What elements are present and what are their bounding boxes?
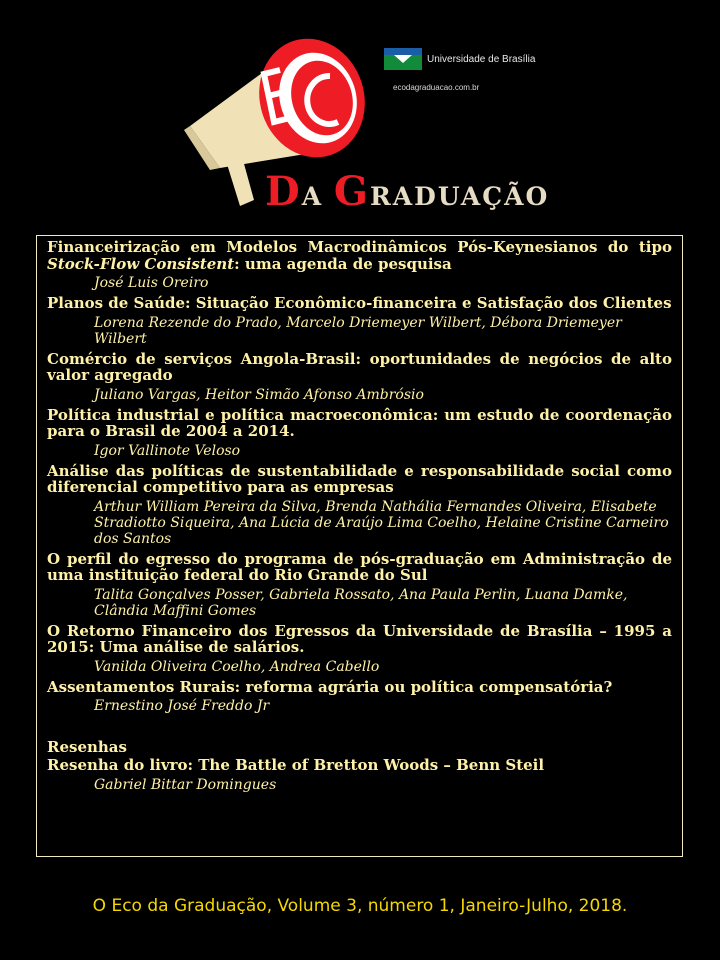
logo-letter-g: G xyxy=(333,168,370,215)
article-authors: Igor Vallinote Veloso xyxy=(94,442,241,459)
article-entry xyxy=(47,623,672,675)
website-url: ecodagraduacao.com.br xyxy=(393,83,480,92)
journal-logo xyxy=(180,30,550,215)
article-title[interactable] xyxy=(47,239,672,272)
table-of-contents xyxy=(36,235,683,857)
review-title[interactable]: Resenha do livro: The Battle of Bretton Woods – Benn Steil xyxy=(47,756,545,774)
article-entry xyxy=(47,407,672,459)
article-authors: Vanilda Oliveira Coelho, Andrea Cabello xyxy=(94,658,380,675)
article-authors: Juliano Vargas, Heitor Simão Afonso Ambrósio xyxy=(94,386,424,403)
article-title-part: : uma agenda de pesquisa xyxy=(234,254,452,273)
article-entry xyxy=(47,295,672,347)
reviews-heading: Resenhas xyxy=(47,738,127,756)
article-entry xyxy=(47,463,672,547)
section-spacer xyxy=(47,718,672,737)
article-title[interactable]: O Retorno Financeiro dos Egressos da Universidade de Brasília – 1995 a 2015: Uma análise de salários. xyxy=(47,621,672,656)
article-title[interactable]: Assentamentos Rurais: reforma agrária ou política compensatória? xyxy=(47,677,613,696)
logo-letter-d: D xyxy=(265,168,302,215)
university-name: Universidade de Brasília xyxy=(427,53,536,65)
logo-letters-raduacao: RADUAÇÃO xyxy=(369,182,550,211)
article-entry xyxy=(47,351,672,403)
article-entry xyxy=(47,551,672,619)
article-title[interactable]: Análise das políticas de sustentabilidade e responsabilidade social como diferencial competitivo para as empresas xyxy=(47,461,672,496)
article-entry xyxy=(47,239,672,291)
logo-wordmark xyxy=(265,168,549,215)
article-title[interactable]: Política industrial e política macroeconômica: um estudo de coordenação para o Brasil de 2004 a 2014. xyxy=(47,405,672,440)
article-title-part: Financeirização em Modelos Macrodinâmicos Pós-Keynesianos do tipo xyxy=(47,238,672,256)
article-authors: Ernestino José Freddo Jr xyxy=(94,698,270,714)
article-authors: Talita Gonçalves Posser, Gabriela Rossato, Ana Paula Perlin, Luana Damke, Clândia Maffini Gomes xyxy=(94,586,628,619)
article-entry xyxy=(47,679,672,715)
article-title[interactable]: O perfil do egresso do programa de pós-graduação em Administração de uma instituição federal do Rio Grande do Sul xyxy=(47,549,672,584)
article-title[interactable]: Comércio de serviços Angola-Brasil: oportunidades de negócios de alto valor agregado xyxy=(47,349,672,384)
article-title-italic: Stock-Flow Consistent xyxy=(47,254,235,273)
article-authors: Lorena Rezende do Prado, Marcelo Driemeyer Wilbert, Débora Driemeyer Wilbert xyxy=(94,314,622,347)
review-entry xyxy=(47,757,672,793)
logo-letters-a: A xyxy=(301,182,324,211)
article-authors: José Luis Oreiro xyxy=(94,275,209,291)
university-brand xyxy=(384,48,535,70)
review-authors: Gabriel Bittar Domingues xyxy=(94,776,277,793)
article-authors: Arthur William Pereira da Silva, Brenda Nathália Fernandes Oliveira, Elisabete Stradiotto Siqueira, Ana Lúcia de Araújo Lima Coelho, Helaine Cristine Carneiro dos Santos xyxy=(94,498,669,547)
issue-footer: O Eco da Graduação, Volume 3, número 1, Janeiro-Julho, 2018. xyxy=(92,896,628,916)
unb-flag-icon xyxy=(384,48,422,70)
article-title[interactable]: Planos de Saúde: Situação Econômico-financeira e Satisfação dos Clientes xyxy=(47,294,672,312)
